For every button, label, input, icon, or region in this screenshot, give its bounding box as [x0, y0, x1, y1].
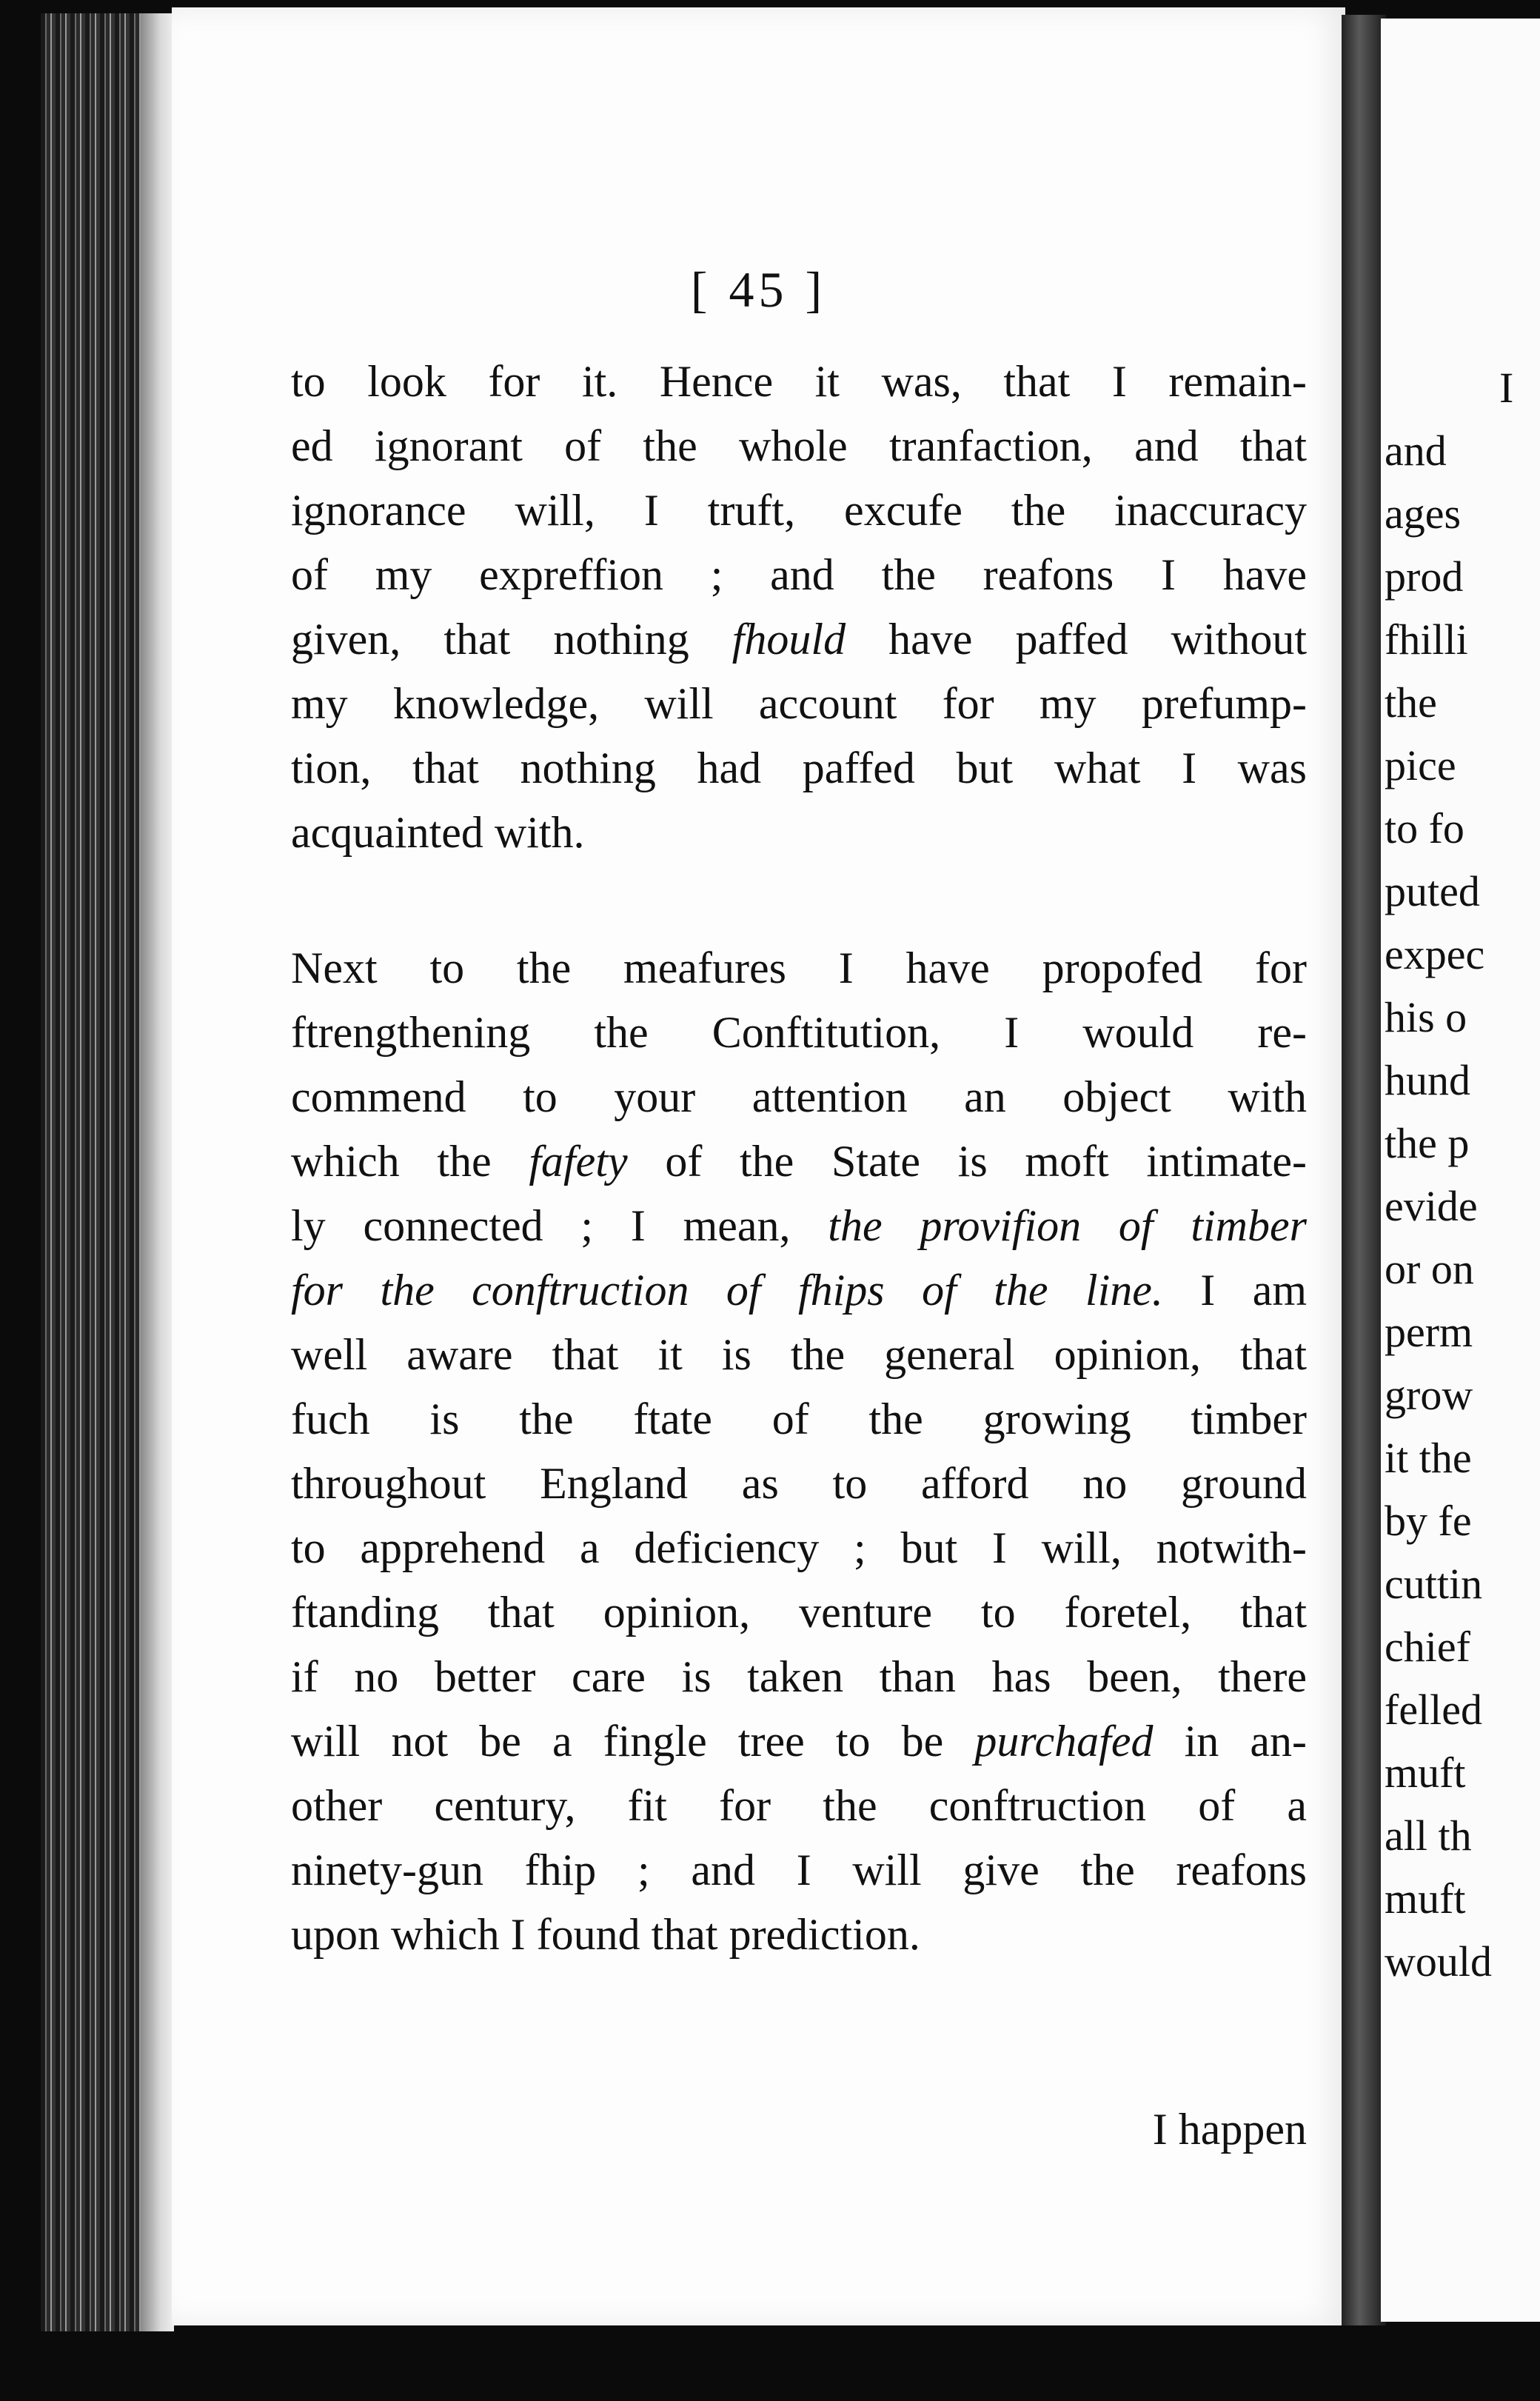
text-line	[291, 1452, 1307, 1516]
facing-page-line: hund	[1385, 1056, 1470, 1104]
text-segment: ignorance will, I truft, excufe the inaccuracy	[291, 486, 1307, 535]
text-segment: acquainted with.	[291, 808, 585, 857]
facing-page-line: expec	[1385, 930, 1485, 978]
italic-text: fafety	[529, 1137, 628, 1186]
facing-page-line: his o	[1385, 993, 1467, 1041]
text-line	[291, 1001, 1307, 1065]
text-segment: tion, that nothing had paffed but what I was	[291, 744, 1307, 792]
text-segment: will not be a fingle tree to be	[291, 1717, 975, 1766]
facing-page-line: ages	[1385, 490, 1462, 538]
text-segment: ly connected ; I mean,	[291, 1201, 828, 1250]
facing-page-line: all th	[1385, 1811, 1472, 1860]
facing-page-line: to fo	[1385, 804, 1464, 852]
facing-page-line: muft	[1385, 1874, 1466, 1923]
paragraph-1	[291, 350, 1307, 865]
facing-page-line: the	[1385, 678, 1437, 727]
text-line	[291, 736, 1307, 801]
text-line	[291, 1194, 1307, 1258]
text-line	[291, 1387, 1307, 1452]
text-line	[291, 478, 1307, 543]
italic-text: the provifion of timber	[828, 1201, 1307, 1250]
text-segment: of my expreffion ; and the reafons I have	[291, 550, 1307, 599]
text-segment: throughout England as to afford no ground	[291, 1459, 1307, 1508]
paragraph-2	[291, 936, 1307, 1967]
facing-page-line: puted	[1385, 867, 1480, 915]
text-segment: in an-	[1153, 1717, 1308, 1766]
facing-page-line: grow	[1385, 1371, 1473, 1419]
text-line	[291, 1129, 1307, 1194]
text-line	[291, 1903, 1307, 1967]
italic-text: for the conftruction of fhips of the line.	[291, 1266, 1163, 1315]
facing-page-line: by fe	[1385, 1497, 1472, 1545]
text-segment: of the State is moft intimate-	[627, 1137, 1308, 1186]
facing-page-line: pice	[1385, 741, 1456, 789]
text-line	[291, 1065, 1307, 1129]
text-line	[291, 1774, 1307, 1838]
italic-text: purchafed	[974, 1717, 1154, 1766]
facing-page-line: muft	[1385, 1749, 1466, 1797]
facing-page-line: it the	[1385, 1434, 1472, 1482]
text-segment: which the	[291, 1137, 529, 1186]
text-line	[291, 936, 1307, 1001]
text-segment: Next to the meafures I have propofed for	[291, 944, 1307, 992]
text-line	[291, 1709, 1307, 1774]
facing-page-line: perm	[1385, 1308, 1473, 1356]
text-line	[291, 350, 1307, 414]
text-segment: ninety-gun fhip ; and I will give the reafons	[291, 1846, 1307, 1894]
text-segment: commend to your attention an object with	[291, 1072, 1307, 1121]
text-line	[291, 1645, 1307, 1709]
text-segment: fuch is the ftate of the growing timber	[291, 1395, 1307, 1443]
facing-page-line: prod	[1385, 552, 1464, 601]
page-number: [ 45 ]	[690, 261, 827, 318]
text-line	[291, 543, 1307, 607]
text-line	[291, 1258, 1307, 1323]
facing-page-line: the p	[1385, 1119, 1470, 1167]
italic-text: fhould	[732, 615, 846, 664]
facing-page-line: or on	[1385, 1245, 1474, 1293]
facing-page-line: I	[1499, 364, 1514, 412]
text-segment: given, that nothing	[291, 615, 732, 664]
facing-page-line: would	[1385, 1937, 1492, 1986]
text-segment: if no better care is taken than has been, there	[291, 1652, 1307, 1701]
text-segment: to look for it. Hence it was, that I remain-	[291, 357, 1307, 406]
catchword: I happen	[1152, 2105, 1307, 2154]
text-line	[291, 1323, 1307, 1387]
page-edge-highlight	[141, 13, 174, 2331]
text-line	[291, 1580, 1307, 1645]
text-line	[291, 672, 1307, 736]
text-segment: I am	[1162, 1266, 1307, 1315]
text-segment: upon which I found that prediction.	[291, 1910, 920, 1959]
text-line	[291, 414, 1307, 478]
facing-page-line: chief	[1385, 1623, 1470, 1671]
facing-page-line: and	[1385, 427, 1447, 475]
text-segment: ed ignorant of the whole tranfaction, and that	[291, 421, 1307, 470]
facing-page-line: felled	[1385, 1686, 1483, 1734]
facing-page-line: cuttin	[1385, 1560, 1483, 1608]
text-segment: have paffed without	[846, 615, 1307, 664]
text-line	[291, 801, 1307, 865]
book-gutter	[1342, 15, 1386, 2325]
facing-page-line: fhilli	[1385, 615, 1468, 664]
text-segment: my knowledge, will account for my prefump-	[291, 679, 1307, 728]
text-segment: to apprehend a deficiency ; but I will, notwith-	[291, 1523, 1307, 1572]
text-line	[291, 607, 1307, 672]
facing-page-line: evide	[1385, 1182, 1478, 1230]
text-line	[291, 1516, 1307, 1580]
text-segment: other century, fit for the conftruction of a	[291, 1781, 1307, 1830]
text-line	[291, 1838, 1307, 1903]
text-segment: ftanding that opinion, venture to foretel, that	[291, 1588, 1307, 1637]
facing-page-fragment	[1381, 19, 1540, 2322]
text-segment: well aware that it is the general opinion, that	[291, 1330, 1307, 1379]
text-segment: ftrengthening the Conftitution, I would re-	[291, 1008, 1307, 1057]
